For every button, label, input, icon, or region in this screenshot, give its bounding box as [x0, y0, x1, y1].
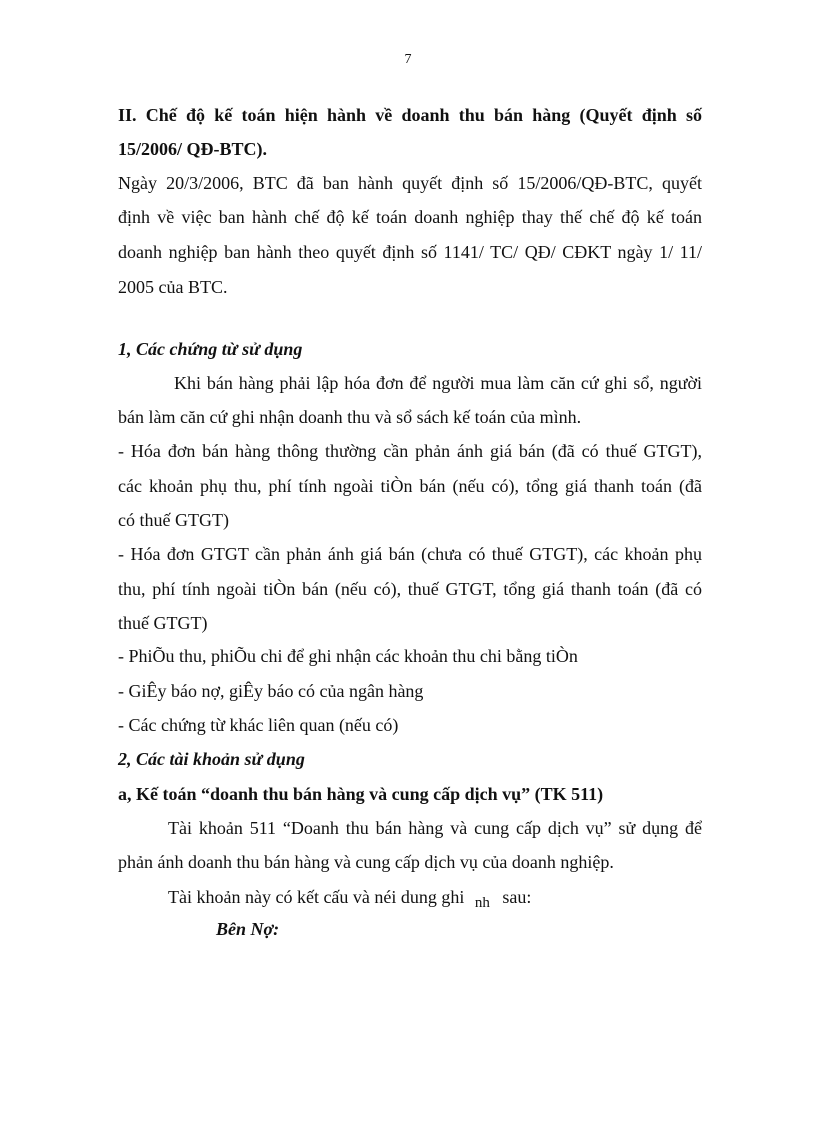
debit-label: Bên Nợ:: [216, 919, 280, 939]
intro-line-4: 2005 của BTC.: [118, 277, 228, 297]
subsection-1-para-line-1: Khi bán hàng phải lập hóa đơn để người mua làm căn cứ ghi sổ, người: [174, 373, 702, 393]
structure-sentence-start: Tài khoản này có kết cấu và néi dung ghi: [168, 887, 465, 907]
item-1-line-2: các khoản phụ thu, phí tính ngoài tiÒn bán (nếu có), tổng giá thanh toán (đã: [118, 476, 702, 496]
subsection-1-para-line-2: bán làm căn cứ ghi nhận doanh thu và sổ sách kế toán của mình.: [118, 407, 582, 427]
tk511-para-line-1: Tài khoản 511 “Doanh thu bán hàng và cung cấp dịch vụ” sử dụng để: [168, 818, 702, 838]
intro-line-3: doanh nghiệp ban hành theo quyết định số 1141/ TC/ QĐ/ CĐKT ngày 1/ 11/: [118, 242, 702, 262]
item-2-line-1: - Hóa đơn GTGT cần phản ánh giá bán (chưa có thuế GTGT), các khoản phụ: [118, 544, 702, 564]
item-1-line-1: - Hóa đơn bán hàng thông thường cần phản ánh giá bán (đã có thuế GTGT),: [118, 441, 702, 461]
item-5: - Các chứng từ khác liên quan (nếu có): [118, 715, 399, 735]
subsection-1-title: 1, Các chứng từ sử dụng: [118, 339, 303, 359]
item-2-line-2: thu, phí tính ngoài tiÒn bán (nếu có), thuế GTGT, tổng giá thanh toán (đã có: [118, 579, 702, 599]
tk511-para-line-2: phản ánh doanh thu bán hàng và cung cấp dịch vụ của doanh nghiệp.: [118, 852, 614, 872]
structure-sentence: [168, 886, 702, 910]
intro-line-1: Ngày 20/3/2006, BTC đã ban hành quyết định số 15/2006/QĐ-BTC, quyết: [118, 173, 702, 193]
item-1-line-3: có thuế GTGT): [118, 510, 229, 530]
page-number: 7: [404, 52, 412, 67]
section-heading-line-1: II. Chế độ kế toán hiện hành về doanh thu bán hàng (Quyết định số: [118, 105, 702, 125]
item-2-line-3: thuế GTGT): [118, 613, 208, 633]
structure-sentence-small: nh: [474, 895, 490, 911]
item-3: - PhiÕu thu, phiÕu chi để ghi nhận các khoản thu chi bằng tiÒn: [118, 646, 578, 666]
subheading-a: a, Kế toán “doanh thu bán hàng và cung cấp dịch vụ” (TK 511): [118, 784, 604, 804]
subsection-2-title: 2, Các tài khoản sử dụng: [118, 749, 305, 769]
intro-line-2: định về việc ban hành chế độ kế toán doanh nghiệp thay thế chế độ kế toán: [118, 207, 702, 227]
structure-sentence-end: sau:: [502, 887, 532, 907]
item-4: - GiÊy báo nợ, giÊy báo có của ngân hàng: [118, 681, 424, 701]
section-heading-line-2: 15/2006/ QĐ-BTC).: [118, 139, 268, 159]
